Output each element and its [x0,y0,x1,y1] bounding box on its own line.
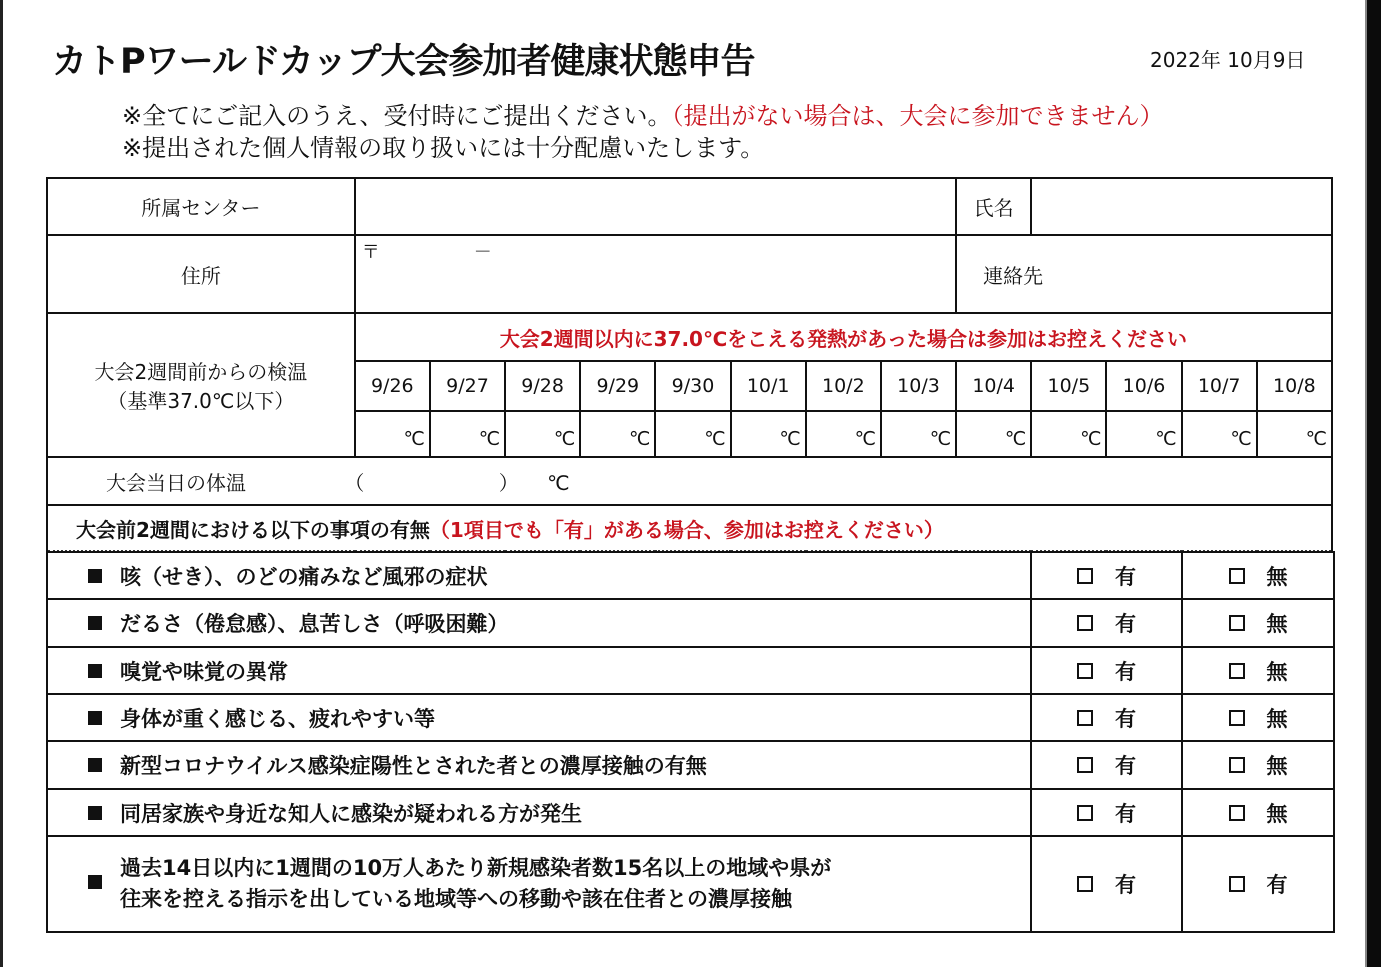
checkbox-no-label: 無 [1266,564,1288,589]
checkbox-yes-label: 有 [1115,612,1136,636]
symptoms-heading-warning: （1項目でも「有」がある場合、参加はお控えください） [429,517,944,542]
temperature-input[interactable]: ℃ [430,411,505,457]
symptom-row [47,552,1334,599]
date-cell: 10/5 [1031,361,1106,411]
today-close-paren: ） [498,470,519,495]
checkbox-no[interactable] [1182,789,1334,836]
symptom-row [47,789,1334,836]
date-cell: 9/29 [580,361,655,411]
temperature-input[interactable]: ℃ [1257,411,1332,457]
checkbox-yes[interactable] [1031,647,1182,694]
checkbox-icon[interactable] [1229,663,1245,679]
symptom-item [47,836,1031,932]
symptom-item [47,647,1031,694]
symptom-item [47,599,1031,647]
date-cell: 10/7 [1182,361,1257,411]
checkbox-yes-label: 有 [1115,706,1136,731]
date-cell: 9/30 [655,361,730,411]
temperature-label-cell [47,313,355,457]
checkbox-icon[interactable] [1229,805,1245,821]
symptoms-table [46,551,1335,933]
address-label: 住所 [47,235,355,313]
temperature-input[interactable]: ℃ [580,411,655,457]
checkbox-icon[interactable] [1077,757,1093,773]
symptom-row [47,741,1334,789]
checkbox-no-label: 有 [1266,873,1288,897]
bullet-icon [88,711,102,725]
checkbox-icon[interactable] [1229,876,1245,892]
date-cell: 10/4 [956,361,1031,411]
checkbox-icon[interactable] [1077,710,1093,726]
date-cell: 10/8 [1257,361,1332,411]
note-line-1-text: ※全てにご記入のうえ、受付時にご提出ください。 [122,102,672,130]
zip-mark: 〒 [361,242,380,263]
temperature-standard: （基準37.0℃以下） [107,389,295,413]
checkbox-yes-label: 有 [1115,754,1136,778]
document-date: 2022年 10月9日 [1150,48,1306,72]
window-frame-left [0,0,3,967]
symptom-item [47,694,1031,741]
temperature-input[interactable]: ℃ [1182,411,1257,457]
symptom-text: 同居家族や身近な知人に感染が疑われる方が発生 [120,801,582,826]
checkbox-icon[interactable] [1229,710,1245,726]
checkbox-icon[interactable] [1077,615,1093,631]
temperature-input[interactable]: ℃ [1106,411,1181,457]
checkbox-no-label: 無 [1266,612,1288,636]
window-frame-right [1367,0,1381,967]
date-cell: 9/28 [505,361,580,411]
symptom-text-line-1: 過去14日以内に1週間の10万人あたり新規感染者数15名以上の地域や県が [120,856,832,880]
symptom-text: 嗅覚や味覚の異常 [120,659,288,684]
checkbox-no[interactable] [1182,647,1334,694]
date-cell: 9/26 [355,361,430,411]
checkbox-yes[interactable] [1031,741,1182,789]
symptom-item [47,741,1031,789]
date-cell: 10/2 [806,361,881,411]
temperature-input[interactable]: ℃ [956,411,1031,457]
checkbox-icon[interactable] [1077,805,1093,821]
checkbox-yes-label: 有 [1115,873,1136,897]
bullet-icon [88,664,102,678]
checkbox-yes-label: 有 [1115,801,1136,826]
checkbox-no-label: 無 [1266,754,1288,778]
today-temperature-row[interactable] [47,457,1332,505]
checkbox-no[interactable] [1182,694,1334,741]
name-label-text: 氏名 [973,196,1014,220]
checkbox-no-label: 無 [1266,801,1288,826]
checkbox-icon[interactable] [1229,568,1245,584]
checkbox-yes-label: 有 [1115,659,1136,684]
symptom-item [47,552,1031,599]
temperature-input[interactable]: ℃ [1031,411,1106,457]
center-input-cell[interactable] [355,178,956,235]
bullet-icon [88,616,102,630]
note-line-2: ※提出された個人情報の取り扱いには十分配慮いたします。 [122,134,765,162]
temperature-caption: 大会2週間以内に37.0℃をこえる発熱があった場合は参加はお控えください [355,313,1332,361]
address-input-cell[interactable] [355,235,956,313]
checkbox-icon[interactable] [1077,663,1093,679]
checkbox-yes[interactable] [1031,789,1182,836]
checkbox-no[interactable] [1182,552,1334,599]
symptom-text: 咳（せき）、のどの痛みなど風邪の症状 [120,564,488,589]
name-input-cell[interactable] [1031,178,1332,235]
today-temperature-label: 大会当日の体温 [106,470,246,495]
symptom-text: だるさ（倦怠感）、息苦しさ（呼吸困難） [120,612,509,636]
checkbox-icon[interactable] [1077,876,1093,892]
checkbox-yes[interactable] [1031,552,1182,599]
temperature-label: 大会2週間前からの検温 [94,360,308,384]
page-title: カトPワールドカップ大会参加者健康状態申告 [52,42,755,82]
bullet-icon [88,569,102,583]
bullet-icon [88,875,102,889]
contact-label: 連絡先 [983,263,1044,288]
today-unit: ℃ [547,470,570,495]
symptom-item [47,789,1031,836]
bullet-icon [88,806,102,820]
checkbox-icon[interactable] [1077,568,1093,584]
date-cell: 10/1 [731,361,806,411]
checkbox-no-label: 無 [1266,659,1288,684]
symptom-row [47,694,1334,741]
temperature-input[interactable]: ℃ [731,411,806,457]
checkbox-no-label: 無 [1266,706,1288,731]
note-line-1 [122,96,1164,131]
checkbox-yes[interactable] [1031,599,1182,647]
symptom-text: 身体が重く感じる、疲れやすい等 [120,706,435,731]
zip-dash: － [473,242,492,263]
symptom-text-line-2: 往来を控える指示を出している地域等への移動や該在住者との濃厚接触 [120,887,792,911]
health-declaration-form [46,177,1333,552]
temperature-input[interactable]: ℃ [881,411,956,457]
temperature-input[interactable]: ℃ [355,411,430,457]
checkbox-yes[interactable] [1031,836,1182,932]
checkbox-icon[interactable] [1229,615,1245,631]
checkbox-icon[interactable] [1229,757,1245,773]
center-label: 所属センター [47,178,355,235]
symptom-row [47,647,1334,694]
symptoms-heading [47,505,1332,551]
date-cell: 10/3 [881,361,956,411]
checkbox-no[interactable] [1182,836,1334,932]
checkbox-no[interactable] [1182,741,1334,789]
date-cell: 10/6 [1106,361,1181,411]
checkbox-yes[interactable] [1031,694,1182,741]
note-line-1-warning: （提出がない場合は、大会に参加できません） [671,102,1164,130]
bullet-icon [88,758,102,772]
today-open-paren: （ [344,470,365,495]
date-cell: 9/27 [430,361,505,411]
temperature-input[interactable]: ℃ [505,411,580,457]
symptoms-heading-text: 大会前2週間における以下の事項の有無 [76,517,430,542]
name-label [956,178,1031,235]
temperature-input[interactable]: ℃ [655,411,730,457]
checkbox-no[interactable] [1182,599,1334,647]
symptom-row [47,836,1334,932]
symptom-text: 新型コロナウイルス感染症陽性とされた者との濃厚接触の有無 [120,754,707,778]
temperature-input[interactable]: ℃ [806,411,881,457]
symptom-row [47,599,1334,647]
contact-cell[interactable] [956,235,1332,313]
checkbox-yes-label: 有 [1115,564,1136,589]
